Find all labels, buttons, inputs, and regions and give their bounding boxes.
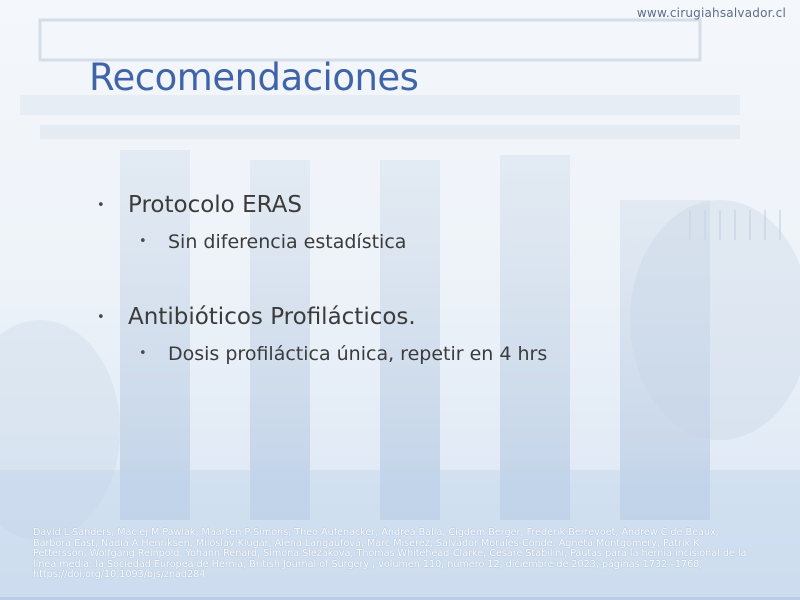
- slide-title: Recomendaciones: [89, 56, 419, 99]
- reference-citation: David L Sanders, Maciej M Pawlak, Maarten P Simons, Theo Aufenacker, Andrea Balla, Cigdem Berger, Frederik Berrevoet, Andrew C de Beaux, Barbora East, Nadia A Henriksen, Miloslav Klugar, Alena Langaufová, Marc Miserez, Salvador Morales-Conde, Agneta Montgomery, Patrik K Pettersson, Wolfgang Reinpold, Yohann Renard, Simona Slezáková, Thomas Whitehead-Clarke, Cesare Stabilini, Pautas para la hernia incisional de la línea media: la Sociedad Europea de Hernia, British Journal of Surgery , volumen 110, número 12, diciembre de 2023, páginas 1732 –1768, https://doi.org/10.1093/bjs/znad284: [33, 527, 747, 580]
- bullet-dot: •: [139, 234, 147, 249]
- bullet-dot: •: [97, 310, 105, 325]
- bullet-text: Protocolo ERAS: [128, 192, 302, 218]
- bullet-text: Antibióticos Profilácticos.: [128, 304, 416, 330]
- sub-bullet-text: Sin diferencia estadística: [168, 231, 407, 253]
- site-url[interactable]: www.cirugiahsalvador.cl: [636, 6, 786, 20]
- sub-bullet-text: Dosis profiláctica única, repetir en 4 hrs: [168, 343, 548, 365]
- bullet-dot: •: [139, 346, 147, 361]
- bullet-dot: •: [97, 198, 105, 213]
